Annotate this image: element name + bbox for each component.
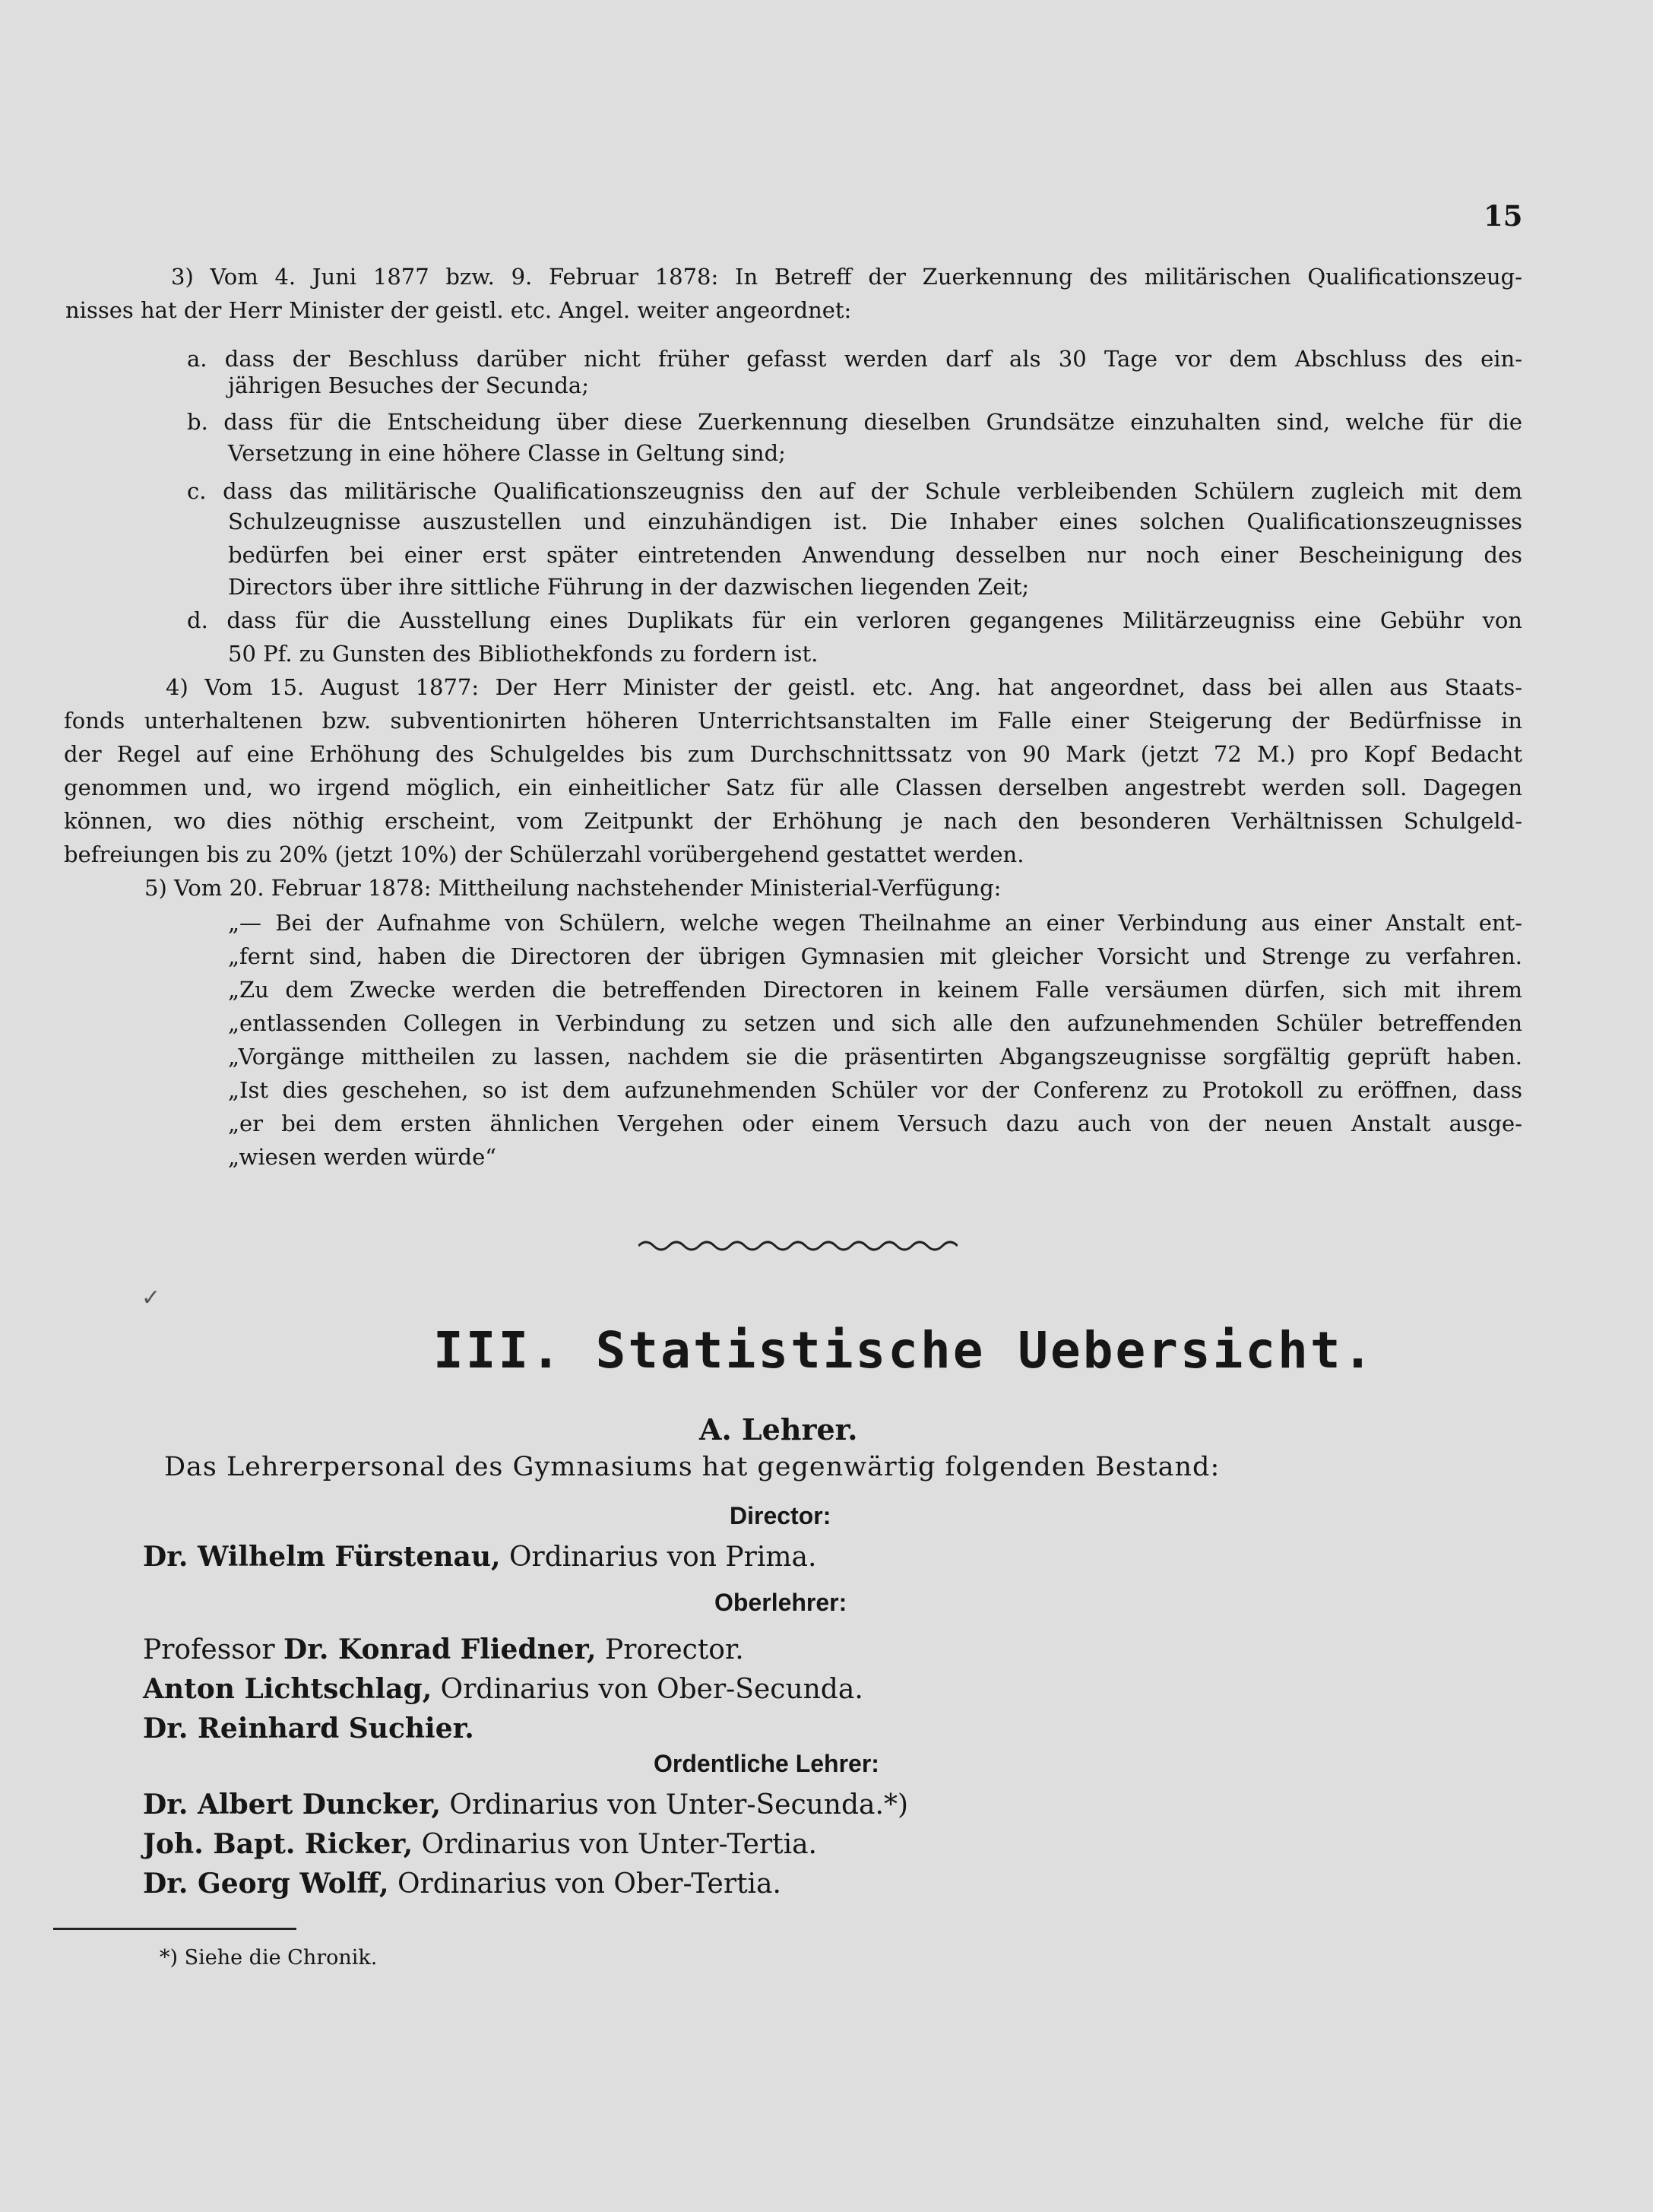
decree-5-quote-line-7: „er bei dem ersten ähnlichen Vergehen oder einem Versuch dazu auch von der neuen Anstalt ausge- <box>228 1111 1522 1136</box>
decree-3-line-1: 3) Vom 4. Juni 1877 bzw. 9. Februar 1878: In Betreff der Zuerkennung des militärischen Qualificationszeug- <box>171 264 1522 290</box>
decree-3-c-line-4: Directors über ihre sittliche Führung in der dazwischen liegenden Zeit; <box>228 574 1030 600</box>
footnote: *) Siehe die Chronik. <box>160 1946 378 1970</box>
decree-5-line-1: 5) Vom 20. Februar 1878: Mittheilung nachstehender Ministerial-Verfügung: <box>144 875 1002 901</box>
decree-3-b-line-1: b. dass für die Entscheidung über diese Zuerkennung dieselben Grundsätze einzuhalten sind, welche für die <box>187 409 1522 435</box>
staff-name: Dr. Konrad Fliedner, <box>283 1634 597 1665</box>
ordentliche-lehrer-label: Ordentliche Lehrer: <box>654 1750 879 1777</box>
staff-ordentlich-2 <box>143 1826 817 1863</box>
staff-oberlehrer-1 <box>143 1631 744 1669</box>
staff-ordentlich-3 <box>143 1865 781 1903</box>
director-label: Director: <box>730 1502 831 1529</box>
decree-5-quote-line-1: „— Bei der Aufnahme von Schülern, welche wegen Theilnahme an einer Verbindung aus einer Anstalt ent- <box>228 910 1522 936</box>
margin-mark: ✓ <box>141 1285 161 1311</box>
staff-role: Ordinarius von Unter-Secunda.*) <box>440 1789 908 1821</box>
section-heading: III. Statistische Uebersicht. <box>433 1321 1376 1380</box>
decree-3-c-line-3: bedürfen bei einer erst später eintretenden Anwendung desselben nur noch einer Bescheinigung des <box>228 542 1522 568</box>
staff-role: Ordinarius von Prima. <box>500 1542 817 1573</box>
decree-5-quote-line-3: „Zu dem Zwecke werden die betreffenden Directoren in keinem Falle versäumen dürfen, sich mit ihrem <box>228 977 1522 1003</box>
decree-3-c-line-1: c. dass das militärische Qualificationszeugniss den auf der Schule verbleibenden Schülern zugleich mit dem <box>187 478 1522 504</box>
decree-3-line-2: nisses hat der Herr Minister der geistl. etc. Angel. weiter angeordnet: <box>65 297 852 323</box>
staff-name: Dr. Albert Duncker, <box>143 1789 441 1821</box>
staff-name: Dr. Georg Wolff, <box>143 1868 389 1900</box>
decree-5-quote-line-8: „wiesen werden würde“ <box>228 1144 497 1170</box>
staff-prefix: Professor <box>143 1634 284 1665</box>
page-number: 15 <box>1484 199 1523 233</box>
decree-5-quote-line-4: „entlassenden Collegen in Verbindung zu setzen und sich alle den aufzunehmenden Schüler betreffenden <box>228 1010 1522 1036</box>
staff-name: Anton Lichtschlag, <box>143 1673 432 1705</box>
section-subheading: A. Lehrer. <box>699 1412 858 1447</box>
staff-role: Ordinarius von Ober-Tertia. <box>388 1868 781 1900</box>
decree-4-line-4: genommen und, wo irgend möglich, ein einheitlicher Satz für alle Classen derselben angestrebt werden soll. Dagegen <box>64 775 1522 800</box>
staff-oberlehrer-3 <box>143 1710 474 1748</box>
decree-3-d-line-1: d. dass für die Ausstellung eines Duplikats für ein verloren gegangenes Militärzeugniss eine Gebühr von <box>187 607 1522 633</box>
decree-4-line-3: der Regel auf eine Erhöhung des Schulgeldes bis zum Durchschnittssatz von 90 Mark (jetzt 72 M.) pro Kopf Bedacht <box>64 741 1522 767</box>
section-intro: Das Lehrerpersonal des Gymnasiums hat gegenwärtig folgenden Bestand: <box>164 1452 1221 1482</box>
staff-role: Prorector. <box>596 1634 744 1665</box>
decree-3-a-line-2: jährigen Besuches der Secunda; <box>228 372 589 398</box>
decree-4-line-2: fonds unterhaltenen bzw. subventionirten höheren Unterrichtsanstalten im Falle einer Steigerung der Bedürfnisse in <box>64 708 1522 734</box>
wavy-separator <box>638 1238 958 1254</box>
decree-4-line-5: können, wo dies nöthig erscheint, vom Zeitpunkt der Erhöhung je nach den besonderen Verhältnissen Schulgeld- <box>64 808 1522 834</box>
oberlehrer-label: Oberlehrer: <box>714 1589 847 1616</box>
decree-5-quote-line-6: „Ist dies geschehen, so ist dem aufzunehmenden Schüler vor der Conferenz zu Protokoll zu eröffnen, dass <box>228 1077 1522 1103</box>
decree-5-quote-line-5: „Vorgänge mittheilen zu lassen, nachdem sie die präsentirten Abgangszeugnisse sorgfältig geprüft haben. <box>228 1044 1522 1070</box>
decree-4-line-6: befreiungen bis zu 20% (jetzt 10%) der Schülerzahl vorübergehend gestattet werden. <box>64 841 1024 867</box>
decree-5-quote-line-2: „fernt sind, haben die Directoren der übrigen Gymnasien mit gleicher Vorsicht und Strenge zu verfahren. <box>228 943 1522 969</box>
decree-3-c-line-2: Schulzeugnisse auszustellen und einzuhändigen ist. Die Inhaber eines solchen Qualificationszeugnisses <box>228 509 1522 534</box>
staff-name: Dr. Reinhard Suchier. <box>143 1713 474 1745</box>
staff-name: Joh. Bapt. Ricker, <box>143 1828 413 1860</box>
decree-4-line-1: 4) Vom 15. August 1877: Der Herr Minister der geistl. etc. Ang. hat angeordnet, dass bei allen aus Staats- <box>166 674 1522 700</box>
staff-ordentlich-1 <box>143 1786 908 1824</box>
footnote-rule <box>53 1928 296 1930</box>
decree-3-a-line-1: a. dass der Beschluss darüber nicht früher gefasst werden darf als 30 Tage vor dem Abschluss des ein- <box>187 346 1522 372</box>
staff-name: Dr. Wilhelm Fürstenau, <box>143 1541 501 1573</box>
staff-role: Ordinarius von Ober-Secunda. <box>432 1674 863 1705</box>
decree-3-b-line-2: Versetzung in eine höhere Classe in Geltung sind; <box>228 440 786 466</box>
decree-3-d-line-2: 50 Pf. zu Gunsten des Bibliothekfonds zu fordern ist. <box>228 641 819 667</box>
staff-oberlehrer-2 <box>143 1671 863 1708</box>
staff-director <box>143 1539 816 1576</box>
staff-role: Ordinarius von Unter-Tertia. <box>413 1829 817 1860</box>
